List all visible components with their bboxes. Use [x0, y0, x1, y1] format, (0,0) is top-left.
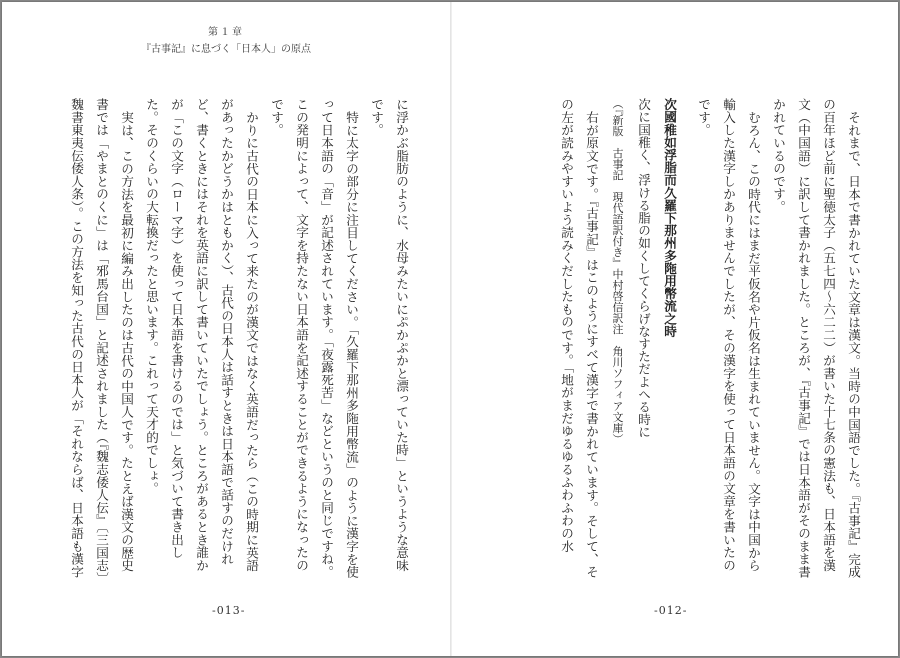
- left-paragraph-1: に浮かぶ脂肪のように、水母みたいにぷかぷかと漂っていた時」というような意味です。: [369, 98, 409, 572]
- book-spread: [2, 2, 898, 656]
- right-page-body-top: [694, 98, 866, 584]
- left-paragraph-2: 特に太字の部分に注目してください。「久羅下那州多陁用幣流」のように漢字を使って日本語の「音」が記述されています。「夜露死苦」などというのと同じですね。この発明によって、文字を持たない日本語を記述することができるようになったのです。: [269, 98, 359, 579]
- chapter-label: 第１章: [208, 27, 244, 38]
- page-number-left: -013-: [212, 604, 246, 617]
- citation-source: （『新版 古事記 現代語訳付き』中村啓信訳注 角川ソフィア文庫）: [611, 98, 624, 445]
- chapter-title: 『古事記』に息づく「日本人」の原点: [141, 44, 311, 55]
- left-page-body: [62, 98, 414, 584]
- left-paragraph-4: 実は、この方法を最初に編み出したのは古代の中国人です。たとえば漢文の歴史書では「やまとのくに」は「邪馬台国」と記述されました（『魏志倭人伝』〔三国志〕魏書東夷伝倭人条）。この方法を知った古代の日本人が「それならば、日本語も漢字: [69, 98, 134, 579]
- citation-original-text: 次國稚如浮脂而久羅下那州多陁用幣流之時: [662, 98, 677, 338]
- running-header: [2, 24, 450, 58]
- right-paragraph-1: それまで、日本で書かれていた文章は漢文。当時の中国語でした。『古事記』完成の百年ほど前に聖徳太子（五七四～六二二）が書いた十七条の憲法も、日本語を漢文（中国語）に訳して書かれました。ところが、『古事記』では日本語がそのまま書かれているのです。: [771, 98, 861, 579]
- right-paragraph-4: 右が原文です。『古事記』はこのようにすべて漢字で書かれています。そして、その左が読みやすいよう読みくだしたものです。「地がまだゆるゆるふわふわの水: [559, 98, 599, 578]
- right-page-body-bottom: [494, 98, 604, 584]
- left-paragraph-3: かりに古代の日本に入って来たのが漢文ではなく英語だったら（この時期に英語があったかどうかはともかく）、古代の日本人は話すときは日本語で話すのだけれど、書くときにはそれを英語に訳して書いていたでしょう。ところがあるとき誰かが「この文字（ローマ字）を使って日本語を書けるのでは」と気づいて書き出した。そのくらいの大転換だったと思います。これって天才的でしょ。: [144, 98, 259, 572]
- page-number-right: -012-: [654, 604, 688, 617]
- citation-reading-text: 次に国稚く、浮ける脂の如くしてくらげなすただよへる時に: [636, 98, 651, 439]
- page-gutter: [450, 2, 452, 656]
- right-paragraph-2: むろん、この時代にはまだ平仮名や片仮名は生まれていません。文字は中国から輸入した漢字しかありませんでしたが、その漢字を使って日本語の文章を書いたのです。: [696, 98, 761, 572]
